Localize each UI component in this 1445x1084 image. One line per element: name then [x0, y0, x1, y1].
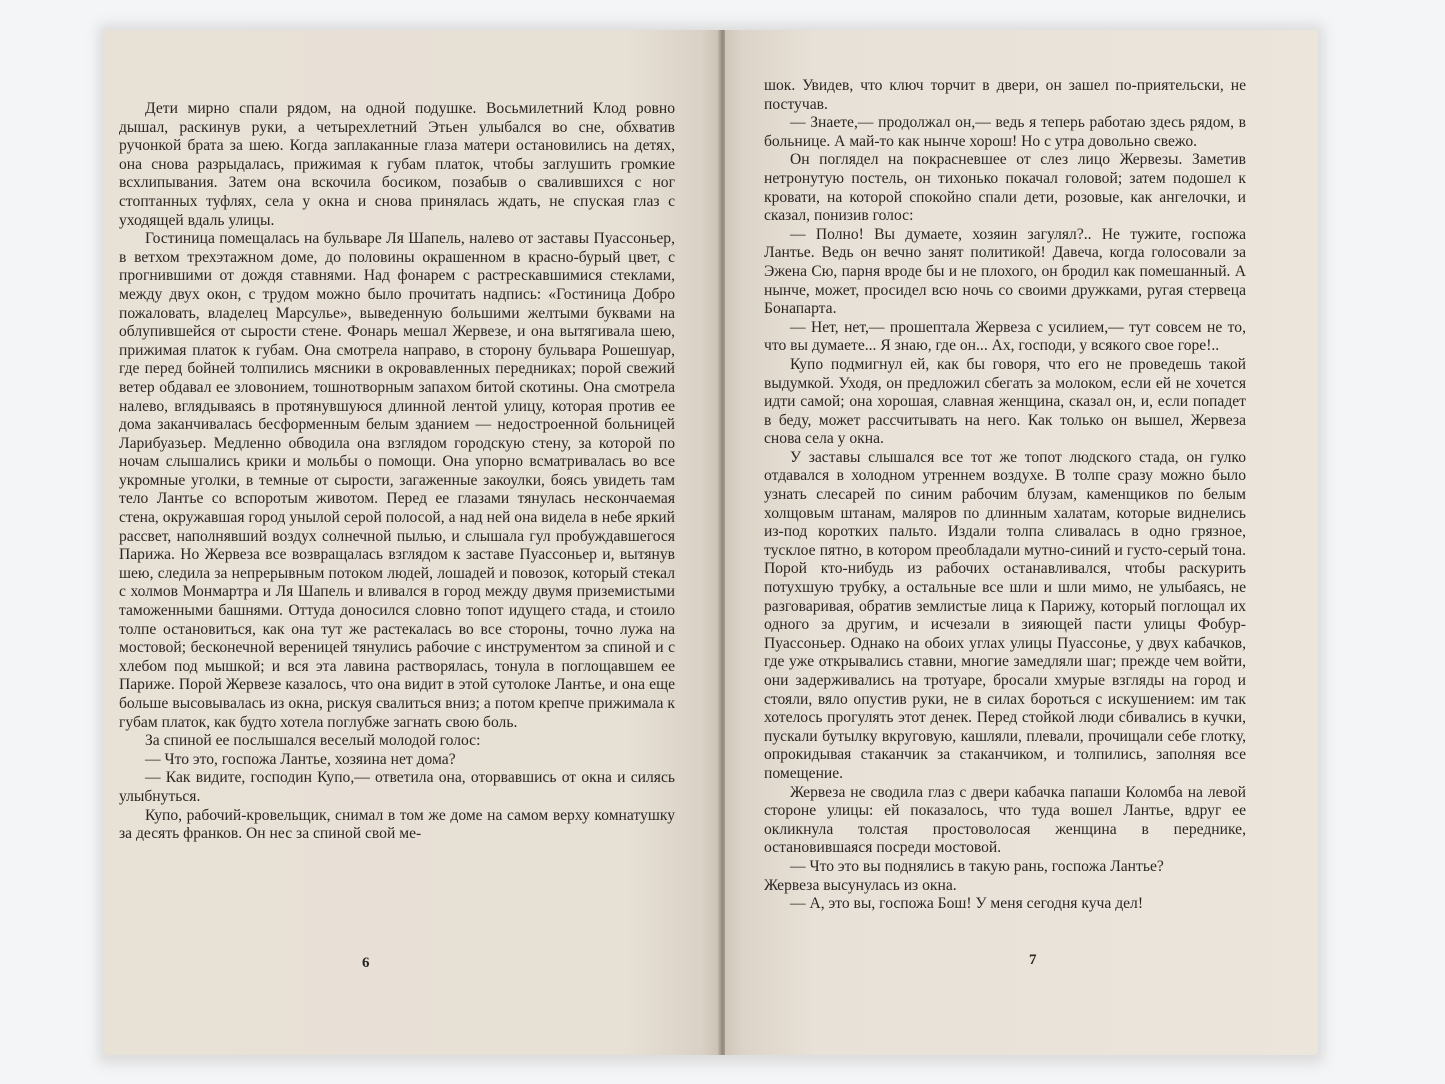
- right-page-text: [725, 30, 1318, 914]
- page-number: 6: [362, 955, 370, 971]
- paragraph: — Знаете,— продолжал он,— ведь я теперь работаю здесь рядом, в больнице. А май-то как нынче хорош! Но с утра довольно свежо.: [764, 114, 1246, 150]
- paragraph: — Что это, госпожа Лантье, хозяина нет дома?: [145, 750, 456, 768]
- paragraph: Жервеза высунулась из окна.: [764, 876, 957, 894]
- paragraph: Он поглядел на покрасневшее от слез лицо Жервезы. Заметив нетронутую постель, он тихонько покачал головой; затем подошел к кровати, на которой спокойно спали дети, розовые, как ангелочки, и сказал, понизив голос:: [764, 151, 1246, 225]
- paragraph: — Нет, нет,— прошептала Жервеза с усилием,— тут совсем не то, что вы думаете... Я знаю, где он... Ах, господи, у всякого свое горе!..: [764, 318, 1246, 355]
- paragraph: Купо, рабочий-кровельщик, снимал в том же доме на самом верху комнатушку за десять франков. Он нес за спиной свой ме-: [119, 806, 675, 843]
- paragraph: Дети мирно спали рядом, на одной подушке. Восьмилетний Клод ровно дышал, раскинув руки, а четырехлетний Этьен улыбался во сне, обхватив ручонкой брата за шею. Когда заплаканные глаза матери остановились на детях, она снова разрыдалась, прижимая к губам платок, чтобы заглушить громкие всхлипывания. Затем она вскочила босиком, позабыв о свалившихся с ног стоптанных туфлях, села у окна и снова принялась ждать, не спуская глаз с уходящей вдаль улицы.: [119, 100, 675, 229]
- left-page-text: [104, 30, 721, 844]
- paragraph: Купо подмигнул ей, как бы говоря, что его не проведешь такой выдумкой. Уходя, он предложил сбегать за молоком, если ей не хочется идти самой; она хорошая, славная женщина, сказал он, и, если попадет в беду, может рассчитывать на него. Как только он вышел, Жервеза снова села у окна.: [764, 355, 1246, 448]
- paragraph: шок. Увидев, что ключ торчит в двери, он зашел по-приятельски, не постучав.: [764, 77, 1246, 113]
- paragraph: — А, это вы, госпожа Бош! У меня сегодня куча дел!: [790, 895, 1144, 913]
- paragraph: За спиной ее послышался веселый молодой голос:: [145, 732, 481, 750]
- paragraph: — Как видите, господин Купо,— ответила она, оторвавшись от окна и силясь улыбнуться.: [119, 769, 675, 805]
- paragraph: Жервеза не сводила глаз с двери кабачка папаши Коломба на левой стороне улицы: ей показалось, что туда вошел Лантье, вдруг ее окликнула толстая простоволосая женщина в переднике, остановившаяся посреди мостовой.: [764, 783, 1246, 857]
- paragraph: Гостиница помещалась на бульваре Ля Шапель, налево от заставы Пуассоньер, в ветхом трехэтажном доме, до половины окрашенном в красно-бурый цвет, с прогнившими от дождя ставнями. Над фонарем с растрескавшимися стеклами, между двух окон, с трудом можно было прочитать надпись: «Гостиница Добро пожаловать, владелец Марсулье», выведенную большими желтыми буквами на облупившейся от сырости стене. Фонарь мешал Жервезе, и она вытягивала шею, прижимая платок к губам. Она смотрела направо, в сторону бульвара Рошешуар, где перед бойней толпились мясники в окровавленных передниках; порой свежий ветер обдавал ее зловонием, тошнотворным запахом битой скотины. Она смотрела налево, вглядываясь в протянувшуюся длинной лентой улицу, которая против ее дома заканчивалась бесформенным белым зданием — недостроенной больницей Ларибуазьер. Медленно обводила она взглядом городскую стену, за которой по ночам слышались крики и мольбы о помощи. Она упорно всматривалась во все укромные уголки, в темные от сырости, загаженные закоулки, боясь увидеть там тело Лантье со вспоротым животом. Перед ее глазами тянулась нескончаемая стена, окружавшая город унылой серой полосой, а над ней она видела в небе яркий рассвет, наполнявший воздух солнечной пылью, и слышала гул пробуждавшегося Парижа. Но Жервеза все возвращалась взглядом к заставе Пуассоньер и, вытянув шею, следила за непрерывным потоком людей, лошадей и повозок, который стекал с холмов Монмартра и Ля Шапель и вливался в город между двумя приземистыми таможенными башнями. Оттуда доносился словно топот идущего стада, и стоило толпе остановиться, как она тут же растекалась во все стороны, точно лужа на мостовой; бесконечной вереницей тянулись рабочие с инструментом за спиной и с хлебом под мышкой; и вся эта лавина растворялась, тонула в поглощавшем ее Париже. Порой Жервезе казалось, что она видит в этой сутолоке Лантье, и она еще больше высовывалась из окна, рискуя свалиться вниз; а потом крепче прижимала к губам платок, как будто хотела поглубже загнать свою боль.: [119, 230, 675, 731]
- left-page: [104, 30, 721, 1055]
- paragraph: — Полно! Вы думаете, хозяин загулял?.. Не тужите, госпожа Лантье. Ведь он вечно занят политикой! Давеча, когда голосовали за Эжена Сю, парня вроде бы и не плохого, он бродил как помешанный. А нынче, может, просидел всю ночь со своими дружками, ругая стервеца Бонапарта.: [764, 225, 1246, 318]
- page-number: 7: [1029, 952, 1037, 968]
- right-page: [725, 30, 1318, 1055]
- paragraph: У заставы слышался все тот же топот людского стада, он гулко отдавался в холодном утреннем воздухе. В толпе сразу можно было узнать слесарей по синим рабочим блузам, каменщиков по белым холщовым штанам, маляров по длинным халатам, которые виднелись из-под коротких пальто. Издали толпа сливалась в одно грязное, тусклое пятно, в котором преобладали мутно-синий и густо-серый тона. Порой кто-нибудь из рабочих останавливался, чтобы раскурить потухшую трубку, а остальные все шли и шли мимо, не улыбаясь, не разговаривая, обратив землистые лица к Парижу, который поглощал их одного за другим, и исчезали в зияющей пасти улицы Фобур-Пуассоньер. Однако на обоих углах улицы Пуассонье, у двух кабачков, где уже открывались ставни, многие замедляли шаг; прежде чем войти, они задерживались на тротуаре, бросали хмурые взгляды на город и стояли, вяло опустив руки, не в силах бороться с искушением: им так хотелось прогулять этот денек. Перед стойкой люди сбивались в кучки, пускали бутылку вкруговую, кашляли, плевали, прочищали себе глотку, опрокидывая стаканчик за стаканчиком, и толпились, заполняя все помещение.: [764, 448, 1246, 782]
- paragraph: — Что это вы поднялись в такую рань, госпожа Лантье?: [790, 857, 1164, 875]
